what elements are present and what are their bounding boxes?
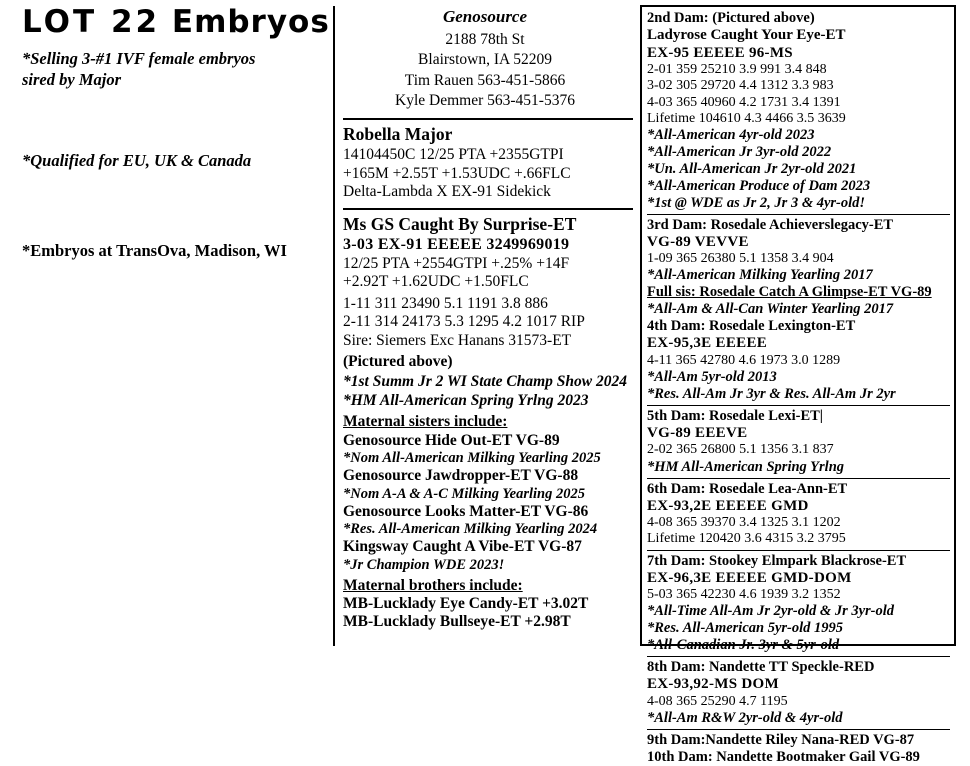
maternal-sisters-heading: Maternal sisters include: bbox=[343, 413, 508, 431]
pedigree-score: VG-89 EEEVE bbox=[647, 424, 748, 441]
dam-name: Ms GS Caught By Surprise-ET bbox=[343, 213, 577, 234]
consignor-block bbox=[343, 6, 633, 112]
pedigree-note: *All-Am R&W 2yr-old & 4yr-old bbox=[647, 709, 843, 726]
pedigree-entry bbox=[647, 749, 950, 766]
sire-pedigree-line: Delta-Lambda X EX-91 Sidekick bbox=[343, 183, 551, 201]
pedigree-entry bbox=[647, 408, 950, 476]
sister-entry bbox=[343, 538, 633, 573]
middle-column bbox=[333, 6, 633, 646]
dam-pta-line-2: +2.92T +1.62UDC +1.50FLC bbox=[343, 273, 529, 291]
pedigree-note: *Res. All-Am Jr 3yr & Res. All-Am Jr 2yr bbox=[647, 386, 896, 403]
brother-name: MB-Lucklady Bullseye-ET +2.98T bbox=[343, 613, 571, 631]
maternal-brothers-heading: Maternal brothers include: bbox=[343, 576, 523, 594]
pedigree-note: *All-American Jr 3yr-old 2022 bbox=[647, 143, 832, 160]
sister-name: Genosource Looks Matter-ET VG-86 bbox=[343, 502, 589, 520]
sister-name: Genosource Jawdropper-ET VG-88 bbox=[343, 467, 579, 485]
sister-note: *Nom A-A & A-C Milking Yearling 2025 bbox=[343, 485, 585, 502]
pedigree-note: *Res. All-American 5yr-old 1995 bbox=[647, 620, 844, 637]
sister-note: *Jr Champion WDE 2023! bbox=[343, 556, 505, 573]
brother-name: MB-Lucklady Eye Candy-ET +3.02T bbox=[343, 595, 589, 613]
consignor-contact-1: Tim Rauen 563-451-5866 bbox=[404, 71, 566, 89]
pedigree-entry bbox=[647, 284, 950, 318]
pedigree-divider bbox=[647, 478, 950, 479]
pedigree-score: EX-93,92-MS DOM bbox=[647, 676, 779, 693]
pedigree-record: 4-03 365 40960 4.2 1731 3.4 1391 bbox=[647, 94, 841, 110]
embryo-location-line: *Embryos at TransOva, Madison, WI bbox=[22, 240, 287, 260]
sister-entry bbox=[343, 467, 633, 502]
pedigree-heading: 5th Dam: Rosedale Lexi-ET| bbox=[647, 407, 823, 424]
pedigree-score: EX-93,2E EEEEE GMD bbox=[647, 497, 809, 514]
left-column bbox=[22, 6, 332, 260]
divider-sire bbox=[343, 118, 633, 120]
pedigree-record: 3-02 305 29720 4.4 1312 3.3 983 bbox=[647, 78, 834, 94]
pedigree-note: *All-American Produce of Dam 2023 bbox=[647, 177, 871, 194]
pedigree-entry bbox=[647, 318, 950, 403]
pedigree-heading: 9th Dam:Nandette Riley Nana-RED VG-87 bbox=[647, 731, 915, 748]
pedigree-note: *All-American 4yr-old 2023 bbox=[647, 126, 815, 143]
full-sister-heading: Full sis: Rosedale Catch A Glimpse-ET VG-89 bbox=[647, 284, 932, 301]
sister-entry bbox=[343, 503, 633, 538]
lot-title-rest: Embryos bbox=[171, 4, 330, 40]
pedigree-heading: 2nd Dam: (Pictured above) bbox=[647, 10, 815, 26]
pedigree-divider bbox=[647, 550, 950, 551]
pedigree-panel bbox=[640, 5, 956, 765]
dam-sire-line: Sire: Siemers Exc Hanans 31573-ET bbox=[343, 332, 572, 350]
qualified-line: *Qualified for EU, UK & Canada bbox=[22, 151, 252, 171]
pedigree-heading: 3rd Dam: Rosedale Achieverslegacy-ET bbox=[647, 216, 894, 233]
pedigree-note: *All-Am & All-Can Winter Yearling 2017 bbox=[647, 301, 894, 318]
selling-line-2: sired by Major bbox=[22, 70, 121, 90]
pedigree-entry bbox=[647, 481, 950, 548]
pedigree-heading: 7th Dam: Stookey Elmpark Blackrose-ET bbox=[647, 552, 907, 569]
selling-line-1: *Selling 3-#1 IVF female embryos bbox=[22, 48, 256, 68]
pedigree-entry bbox=[647, 732, 950, 749]
pedigree-record: 2-01 359 25210 3.9 991 3.4 848 bbox=[647, 62, 827, 78]
consignor-name: Genosource bbox=[442, 7, 528, 26]
pedigree-record: 5-03 365 42230 4.6 1939 3.2 1352 bbox=[647, 587, 841, 603]
pedigree-record: 1-09 365 26380 5.1 1358 3.4 904 bbox=[647, 251, 834, 267]
dam-lactation-1: 1-11 311 23490 5.1 1191 3.8 886 bbox=[343, 294, 548, 312]
lot-number: LOT 22 bbox=[22, 4, 161, 40]
pedigree-entry bbox=[647, 10, 950, 212]
sire-name: Robella Major bbox=[343, 124, 453, 145]
pedigree-score: VG-89 VEVVE bbox=[647, 233, 749, 250]
pedigree-note: *Un. All-American Jr 2yr-old 2021 bbox=[647, 160, 857, 177]
pedigree-score: EX-95 EEEEE 96-MS bbox=[647, 44, 793, 61]
dam-award-1: *1st Summ Jr 2 WI State Champ Show 2024 bbox=[343, 373, 627, 391]
pedigree-note: *1st @ WDE as Jr 2, Jr 3 & 4yr-old! bbox=[647, 194, 866, 211]
dam-record-head: 3-03 EX-91 EEEEE 3249969019 bbox=[343, 235, 570, 253]
consignor-city: Blairstown, IA 52209 bbox=[418, 51, 552, 69]
pedigree-record: Lifetime 104610 4.3 4466 3.5 3639 bbox=[647, 110, 846, 126]
pedigree-record: 4-08 365 39370 3.4 1325 3.1 1202 bbox=[647, 515, 841, 531]
consignor-address: 2188 78th St bbox=[445, 30, 525, 48]
pedigree-note: *All-Am 5yr-old 2013 bbox=[647, 369, 777, 386]
sister-note: *Nom All-American Milking Yearling 2025 bbox=[343, 450, 601, 467]
divider-dam bbox=[343, 208, 633, 210]
pedigree-divider bbox=[647, 405, 950, 406]
pedigree-score: EX-95,3E EEEEE bbox=[647, 335, 768, 352]
page-title bbox=[22, 6, 332, 39]
pedigree-note: *HM All-American Spring Yrlng bbox=[647, 458, 845, 475]
pedigree-entry bbox=[647, 553, 950, 655]
sister-note: *Res. All-American Milking Yearling 2024 bbox=[343, 521, 598, 538]
pedigree-entry bbox=[647, 217, 950, 285]
pedigree-heading: 6th Dam: Rosedale Lea-Ann-ET bbox=[647, 480, 848, 497]
dam-lactation-2: 2-11 314 24173 5.3 1295 4.2 1017 RIP bbox=[343, 313, 585, 331]
sister-name: Kingsway Caught A Vibe-ET VG-87 bbox=[343, 538, 582, 556]
pedigree-record: 2-02 365 26800 5.1 1356 3.1 837 bbox=[647, 442, 834, 458]
spacer-2 bbox=[22, 171, 332, 231]
dam-award-2: *HM All-American Spring Yrlng 2023 bbox=[343, 391, 589, 409]
pedigree-entry bbox=[647, 659, 950, 727]
pedigree-divider bbox=[647, 729, 950, 730]
sister-name: Genosource Hide Out-ET VG-89 bbox=[343, 432, 560, 450]
consignor-contact-2: Kyle Demmer 563-451-5376 bbox=[395, 92, 575, 110]
pedigree-animal-name: Ladyrose Caught Your Eye-ET bbox=[647, 26, 846, 43]
pedigree-note: *All-Canadian Jr. 3yr & 5yr-old bbox=[647, 637, 840, 654]
dam-pictured-note: (Pictured above) bbox=[343, 352, 453, 370]
pedigree-note: *All-Time All-Am Jr 2yr-old & Jr 3yr-old bbox=[647, 603, 895, 620]
spacer-1 bbox=[22, 89, 332, 141]
sister-entry bbox=[343, 432, 633, 467]
pedigree-heading: 8th Dam: Nandette TT Speckle-RED bbox=[647, 659, 875, 676]
pedigree-record: 4-11 365 42780 4.6 1973 3.0 1289 bbox=[647, 352, 841, 368]
sire-pta-line: +165M +2.55T +1.53UDC +.66FLC bbox=[343, 164, 571, 182]
pedigree-record: 4-08 365 25290 4.7 1195 bbox=[647, 693, 788, 709]
pedigree-heading: 10th Dam: Nandette Bootmaker Gail VG-89 bbox=[647, 748, 920, 765]
pedigree-heading: 4th Dam: Rosedale Lexington-ET bbox=[647, 318, 856, 335]
pedigree-note: *All-American Milking Yearling 2017 bbox=[647, 267, 873, 284]
sire-id-line: 14104450C 12/25 PTA +2355GTPI bbox=[343, 145, 564, 163]
pedigree-score: EX-96,3E EEEEE GMD-DOM bbox=[647, 569, 852, 586]
pedigree-record: Lifetime 120420 3.6 4315 3.2 3795 bbox=[647, 531, 846, 547]
pedigree-divider bbox=[647, 656, 950, 657]
pedigree-divider bbox=[647, 214, 950, 215]
dam-pta-line-1: 12/25 PTA +2554GTPI +.25% +14F bbox=[343, 254, 570, 272]
